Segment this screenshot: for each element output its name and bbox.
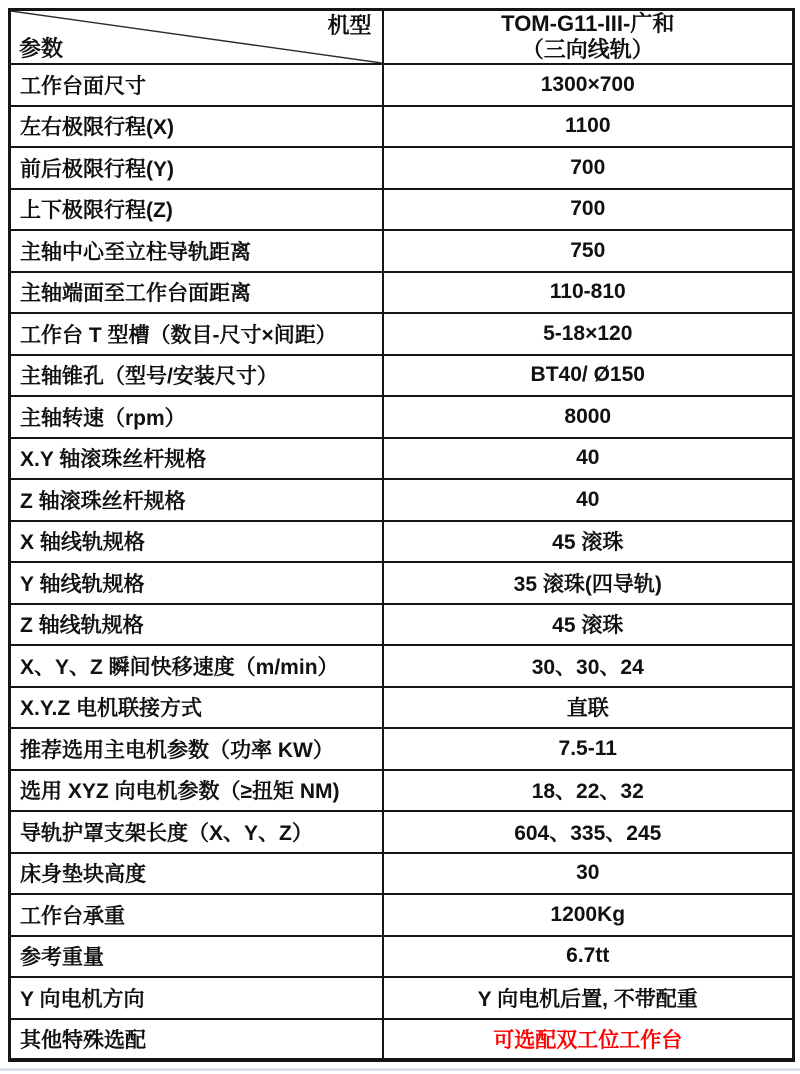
spec-row: [10, 64, 794, 106]
value-cell: 40: [383, 438, 794, 480]
spec-row: [10, 853, 794, 895]
value-cell: 1100: [383, 106, 794, 148]
param-cell: Z 轴线轨规格: [10, 604, 383, 646]
spec-row: [10, 562, 794, 604]
param-cell: 上下极限行程(Z): [10, 189, 383, 231]
value-cell: 可选配双工位工作台: [383, 1019, 794, 1061]
value-cell: 30、30、24: [383, 645, 794, 687]
header-corner-cell: [10, 10, 383, 65]
spec-table-body: [10, 64, 794, 1060]
spec-row: [10, 230, 794, 272]
param-cell: 参考重量: [10, 936, 383, 978]
spec-row: [10, 147, 794, 189]
value-cell: 700: [383, 147, 794, 189]
value-cell: 8000: [383, 396, 794, 438]
spec-row: [10, 770, 794, 812]
param-cell: 前后极限行程(Y): [10, 147, 383, 189]
param-cell: 工作台承重: [10, 894, 383, 936]
param-cell: 主轴端面至工作台面距离: [10, 272, 383, 314]
param-cell: 主轴转速（rpm）: [10, 396, 383, 438]
param-cell: X、Y、Z 瞬间快移速度（m/min）: [10, 645, 383, 687]
param-cell: 工作台 T 型槽（数目-尺寸×间距）: [10, 313, 383, 355]
param-cell: 选用 XYZ 向电机参数（≥扭矩 NM): [10, 770, 383, 812]
param-cell: 主轴锥孔（型号/安装尺寸）: [10, 355, 383, 397]
model-name: TOM-G11-III-广和: [501, 11, 675, 36]
param-cell: Z 轴滚珠丝杆规格: [10, 479, 383, 521]
corner-label-parameter: 参数: [19, 36, 64, 61]
value-cell: 直联: [383, 687, 794, 729]
param-cell: 左右极限行程(X): [10, 106, 383, 148]
param-cell: 推荐选用主电机参数（功率 KW）: [10, 728, 383, 770]
spec-row: [10, 396, 794, 438]
diagonal-divider: [11, 11, 382, 63]
spec-row: [10, 521, 794, 563]
value-cell: 700: [383, 189, 794, 231]
param-cell: X.Y 轴滚珠丝杆规格: [10, 438, 383, 480]
value-cell: 45 滚珠: [383, 521, 794, 563]
bottom-page-rule: [0, 1068, 800, 1071]
value-cell: Y 向电机后置, 不带配重: [383, 977, 794, 1019]
model-header-cell: [383, 10, 794, 65]
spec-row: [10, 272, 794, 314]
spec-row: [10, 355, 794, 397]
value-cell: BT40/ Ø150: [383, 355, 794, 397]
spec-row: [10, 189, 794, 231]
param-cell: Y 轴线轨规格: [10, 562, 383, 604]
spec-row: [10, 604, 794, 646]
value-cell: 35 滚珠(四导轨): [383, 562, 794, 604]
spec-row: [10, 936, 794, 978]
value-cell: 604、335、245: [383, 811, 794, 853]
spec-row: [10, 977, 794, 1019]
value-cell: 18、22、32: [383, 770, 794, 812]
param-cell: 工作台面尺寸: [10, 64, 383, 106]
param-cell: 其他特殊选配: [10, 1019, 383, 1061]
value-cell: 750: [383, 230, 794, 272]
value-cell: 1200Kg: [383, 894, 794, 936]
param-cell: 主轴中心至立柱导轨距离: [10, 230, 383, 272]
value-cell: 5-18×120: [383, 313, 794, 355]
spec-row: [10, 1019, 794, 1061]
spec-row: [10, 313, 794, 355]
spec-row: [10, 479, 794, 521]
model-subtitle: （三向线轨）: [521, 37, 654, 62]
spec-table: [8, 8, 795, 1062]
spec-row: [10, 106, 794, 148]
param-cell: 导轨护罩支架长度（X、Y、Z）: [10, 811, 383, 853]
corner-label-machine-model: 机型: [327, 13, 372, 38]
value-cell: 110-810: [383, 272, 794, 314]
spec-row: [10, 728, 794, 770]
value-cell: 1300×700: [383, 64, 794, 106]
spec-row: [10, 645, 794, 687]
param-cell: Y 向电机方向: [10, 977, 383, 1019]
param-cell: X 轴线轨规格: [10, 521, 383, 563]
spec-row: [10, 438, 794, 480]
spec-row: [10, 811, 794, 853]
value-cell: 7.5-11: [383, 728, 794, 770]
param-cell: 床身垫块高度: [10, 853, 383, 895]
spec-row: [10, 894, 794, 936]
value-cell: 40: [383, 479, 794, 521]
value-cell: 45 滚珠: [383, 604, 794, 646]
value-cell: 30: [383, 853, 794, 895]
value-cell: 6.7tt: [383, 936, 794, 978]
param-cell: X.Y.Z 电机联接方式: [10, 687, 383, 729]
header-row: [10, 10, 794, 65]
spec-row: [10, 687, 794, 729]
